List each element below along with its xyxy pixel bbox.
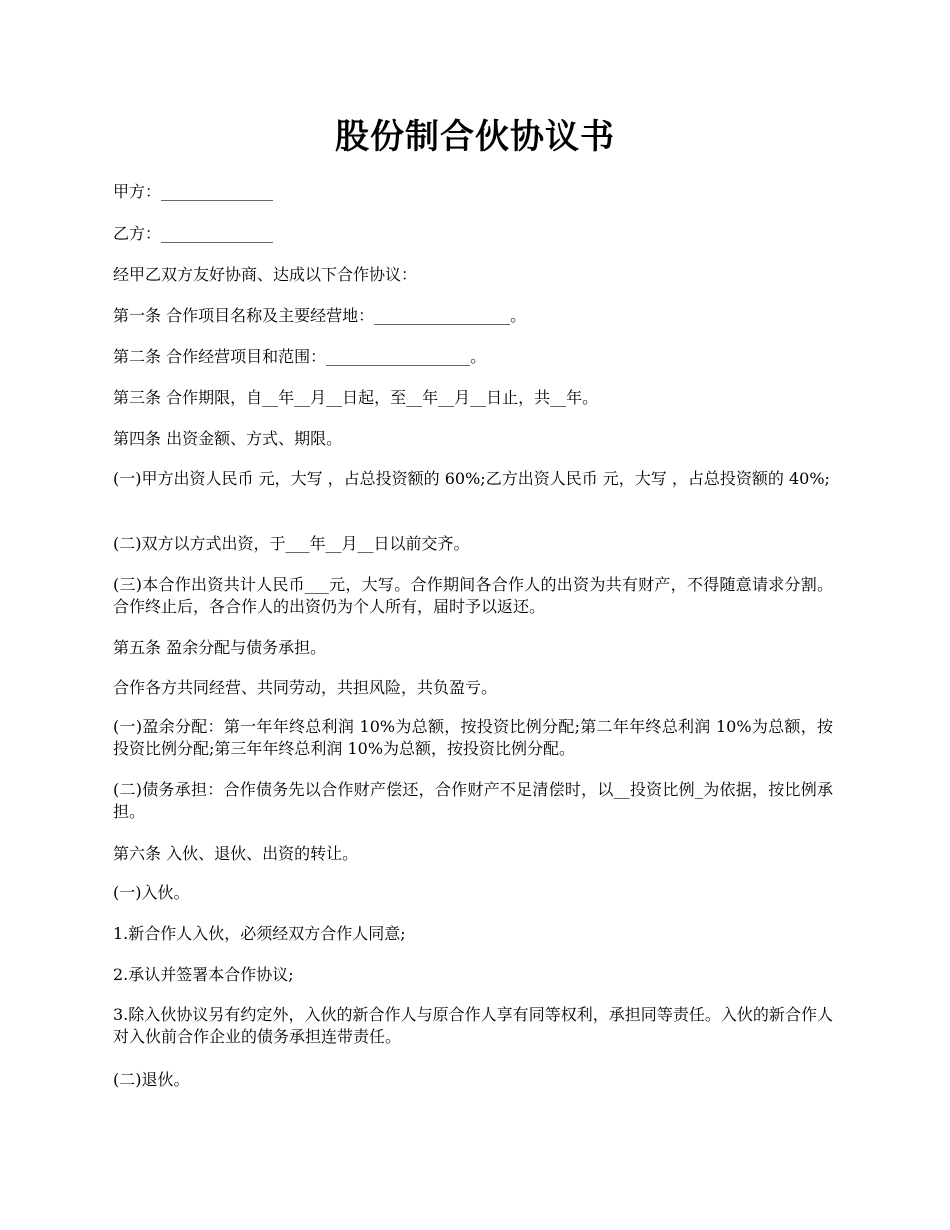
article-5-clause-2: (二)债务承担：合作债务先以合作财产偿还，合作财产不足清偿时，以__投资比例_为依据，按比例承担。 <box>113 780 833 821</box>
article-6: 第六条 入伙、退伙、出资的转让。 <box>113 844 359 863</box>
article-5-intro: 合作各方共同经营、共同劳动，共担风险，共负盈亏。 <box>113 678 498 697</box>
article-4-clause-3: (三)本合作出资共计人民币___元，大写。合作期间各合作人的出资为共有财产，不得随意请求分割。合作终止后，各合作人的出资仍为个人所有，届时予以返还。 <box>113 575 833 616</box>
document-title: 股份制合伙协议书 <box>335 117 615 157</box>
article-6-clause-2: (二)退伙。 <box>113 1070 190 1089</box>
article-6-item-2: 2.承认并签署本合作协议; <box>113 965 294 984</box>
article-5-clause-1: (一)盈余分配：第一年年终总利润 10%为总额，按投资比例分配;第二年年终总利润 10%为总额，按投资比例分配;第三年年终总利润 10%为总额，按投资比例分配。 <box>113 717 833 758</box>
article-6-item-3: 3.除入伙协议另有约定外，入伙的新合作人与原合作人享有同等权利，承担同等责任。入伙的新合作人对入伙前合作企业的债务承担连带责任。 <box>113 1005 833 1046</box>
article-1: 第一条 合作项目名称及主要经营地：_________________。 <box>113 306 527 325</box>
article-2: 第二条 合作经营项目和范围：__________________。 <box>113 347 487 366</box>
article-6-clause-1: (一)入伙。 <box>113 883 190 902</box>
article-5: 第五条 盈余分配与债务承担。 <box>113 638 327 657</box>
article-6-item-1: 1.新合作人入伙，必须经双方合作人同意; <box>113 924 406 943</box>
preamble: 经甲乙双方友好协商、达成以下合作协议： <box>113 265 418 284</box>
article-4: 第四条 出资金额、方式、期限。 <box>113 429 343 448</box>
party-b-line: 乙方：______________ <box>113 224 274 243</box>
article-4-clause-2: (二)双方以方式出资，于___年__月__日以前交齐。 <box>113 534 470 553</box>
article-3: 第三条 合作期限，自__年__月__日起，至__年__月__日止，共__年。 <box>113 388 599 407</box>
article-4-clause-1: (一)甲方出资人民币 元，大写 ，占总投资额的 60%;乙方出资人民币 元，大写 ，占总投资额的 40%; <box>113 469 830 488</box>
party-a-line: 甲方：______________ <box>113 182 274 201</box>
